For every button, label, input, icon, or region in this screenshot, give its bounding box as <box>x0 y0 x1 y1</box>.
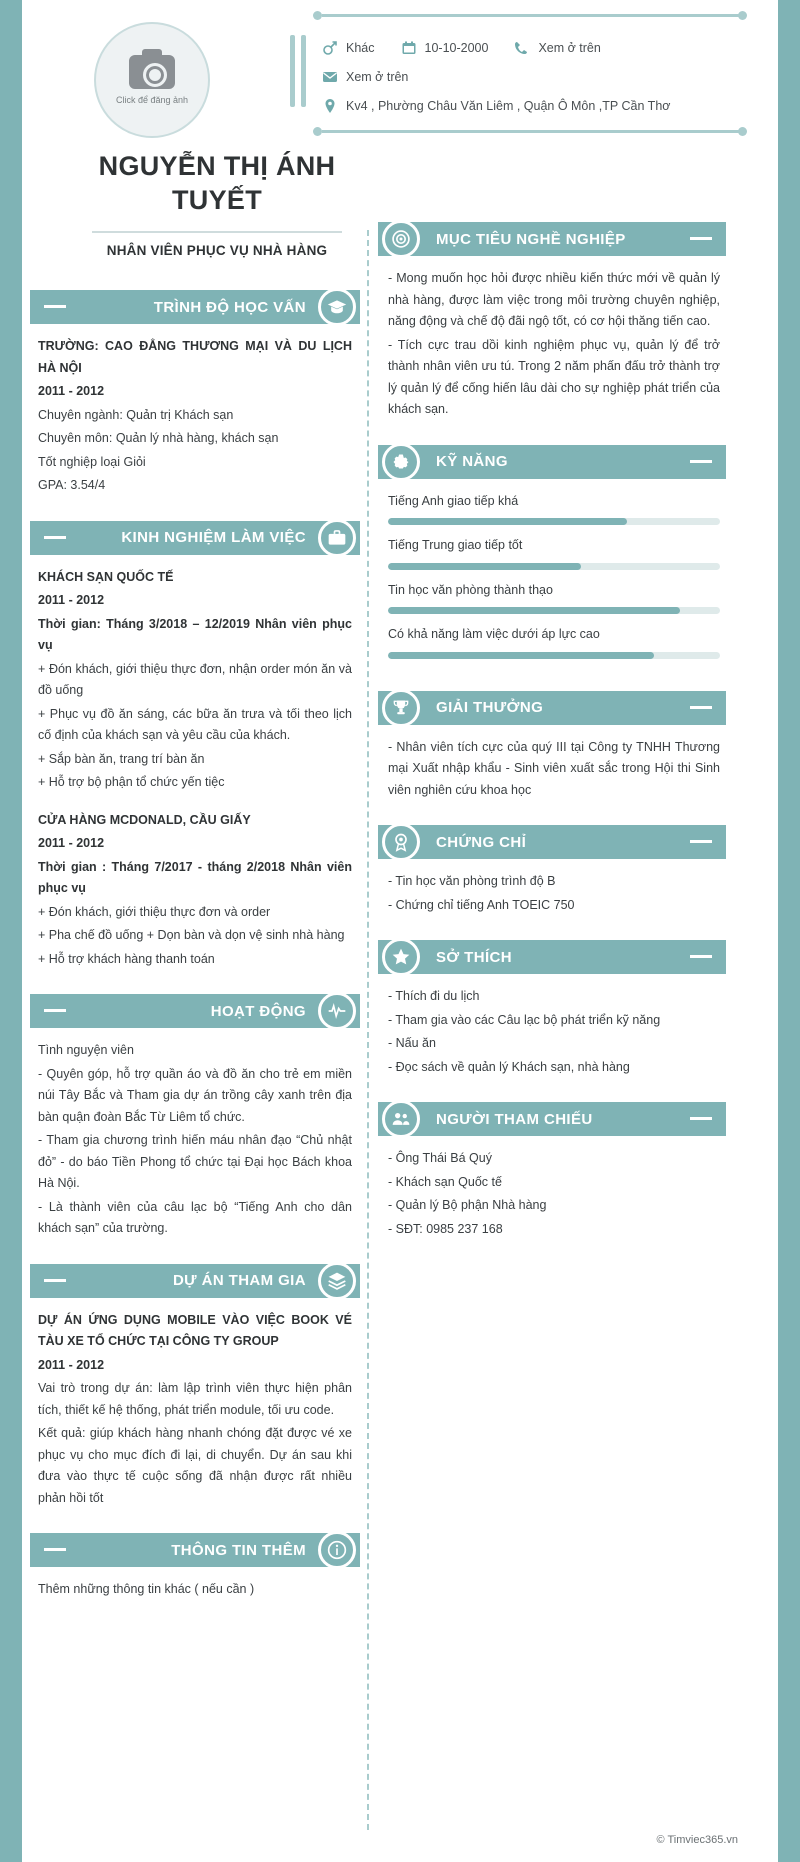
header-tick <box>690 237 712 240</box>
header-tick <box>690 840 712 843</box>
education-years: 2011 - 2012 <box>38 384 105 398</box>
interest-line: - Tham gia vào các Câu lạc bộ phát triển kỹ năng <box>388 1012 661 1027</box>
photo-upload-area[interactable] <box>94 22 210 138</box>
job-years: 2011 - 2012 <box>38 836 105 850</box>
column-divider <box>367 230 369 1830</box>
objective-line: - Mong muốn học hỏi được nhiều kiến thức mới về quản lý nhà hàng, được làm việc trong môi trường chuyên nghiệp, năng động và chế độ đãi ngộ tốt, có cơ hội thăng tiến cao. <box>388 271 720 328</box>
job-duty: + Pha chế đồ uống + Dọn bàn và dọn vệ sinh nhà hàng <box>38 928 345 942</box>
header-tick <box>44 1548 66 1551</box>
skill-bar-track <box>388 563 720 570</box>
skill-name: Có khả năng làm việc dưới áp lực cao <box>388 627 600 641</box>
contact-address <box>322 98 670 114</box>
education-school: TRƯỜNG: CAO ĐẲNG THƯƠNG MẠI VÀ DU LỊCH HÀ NỘI <box>38 339 352 375</box>
photo-upload-label: Click để đăng ảnh <box>115 95 189 105</box>
section-education-header <box>30 290 360 324</box>
left-column <box>30 290 360 1625</box>
skill-name: Tin học văn phòng thành thạo <box>388 582 553 597</box>
job-duty: + Đón khách, giới thiệu thực đơn, nhận order món ăn và đồ uống <box>38 661 352 697</box>
contact-row <box>322 69 752 85</box>
email-icon <box>322 69 338 85</box>
section-skills-title: KỸ NĂNG <box>436 453 508 470</box>
header-divider-bar <box>290 35 295 107</box>
right-accent-bar <box>778 0 800 1862</box>
job-duty: + Hỗ trợ khách hàng thanh toán <box>38 951 215 966</box>
section-interests-body <box>378 974 726 1084</box>
section-skills <box>378 445 726 673</box>
header-top-line <box>322 14 742 17</box>
section-more-info-header <box>30 1533 360 1567</box>
section-projects-title: DỰ ÁN THAM GIA <box>172 1272 306 1289</box>
header-dot <box>313 11 322 20</box>
section-objective-title: MỤC TIÊU NGHỀ NGHIỆP <box>436 230 626 248</box>
info-icon <box>318 1531 356 1569</box>
contact-email-text: Xem ở trên <box>346 70 409 84</box>
more-info-text: Thêm những thông tin khác ( nếu cần ) <box>38 1582 255 1596</box>
contact-row <box>322 40 752 56</box>
calendar-icon <box>401 40 417 56</box>
section-more-info-body <box>30 1567 360 1607</box>
section-activities-title: HOẠT ĐỘNG <box>210 1002 306 1020</box>
graduation-cap-icon <box>318 288 356 326</box>
skill-bar-track <box>388 518 720 525</box>
candidate-name: NGUYỄN THỊ ÁNH TUYẾT <box>98 151 336 215</box>
medal-icon <box>382 823 420 861</box>
section-experience-title: KINH NGHIỆM LÀM VIỆC <box>121 529 306 546</box>
skill-item <box>388 624 720 659</box>
contact-info <box>322 40 752 127</box>
right-column <box>378 222 726 1264</box>
contact-birthday <box>401 40 489 56</box>
section-objective <box>378 222 726 427</box>
section-projects-header <box>30 1264 360 1298</box>
section-interests-title: SỞ THÍCH <box>436 948 512 966</box>
section-activities <box>30 994 360 1246</box>
interest-line: - Đọc sách về quản lý Khách sạn, nhà hàng <box>388 1059 630 1074</box>
job-duty: + Phục vụ đồ ăn sáng, các bữa ăn trưa và tối theo lịch cố định của khách sạn và yêu cầu của khách. <box>38 706 352 742</box>
section-activities-body <box>30 1028 360 1246</box>
people-icon <box>382 1100 420 1138</box>
contact-gender <box>322 40 375 56</box>
section-skills-header <box>378 445 726 479</box>
contact-birthday-text: 10-10-2000 <box>424 41 489 55</box>
skill-bar-track <box>388 652 720 659</box>
header-divider-bar <box>301 35 306 107</box>
job-period: Thời gian: Tháng 3/2018 – 12/2019 Nhân viên phục vụ <box>38 616 352 652</box>
section-certificates-title: CHỨNG CHỈ <box>436 833 527 851</box>
section-interests <box>378 940 726 1084</box>
header-tick <box>44 1279 66 1282</box>
name-block <box>52 150 382 258</box>
certificate-line: - Chứng chỉ tiếng Anh TOEIC 750 <box>388 897 575 912</box>
skill-bar-fill <box>388 563 581 570</box>
section-experience <box>30 521 360 977</box>
section-experience-header <box>30 521 360 555</box>
header-tick <box>44 305 66 308</box>
section-objective-header <box>378 222 726 256</box>
header-bottom-line <box>322 130 742 133</box>
interest-line: - Nấu ăn <box>388 1036 436 1050</box>
section-more-info <box>30 1533 360 1607</box>
location-icon <box>322 98 338 114</box>
section-education-body <box>30 324 360 503</box>
skill-bar-fill <box>388 652 654 659</box>
job-period: Thời gian : Tháng 7/2017 - tháng 2/2018 Nhân viên phục vụ <box>38 859 352 895</box>
interest-line: - Thích đi du lịch <box>388 989 480 1003</box>
skill-item <box>388 580 720 615</box>
education-line: Chuyên môn: Quản lý nhà hàng, khách sạn <box>38 431 279 445</box>
activity-line: Tình nguyện viên <box>38 1043 134 1057</box>
candidate-job-title: NHÂN VIÊN PHỤC VỤ NHÀ HÀNG <box>106 242 328 258</box>
gear-icon <box>382 443 420 481</box>
section-experience-body <box>30 555 360 977</box>
contact-gender-text: Khác <box>346 41 375 55</box>
section-interests-header <box>378 940 726 974</box>
section-more-info-title: THÔNG TIN THÊM <box>171 1541 306 1559</box>
contact-phone-text: Xem ở trên <box>538 41 601 55</box>
objective-line: - Tích cực trau dồi kinh nghiệm phục vụ, quản lý để trở thành nhân viên ưu tú. Trong 2 năm phấn đấu trở thành trợ lý quản lý để cống hiến lâu dài cho sự nghiệp phát triển của khách sạn. <box>388 337 720 416</box>
camera-icon <box>129 55 175 89</box>
education-line: Tốt nghiệp loại Giỏi <box>38 454 146 469</box>
section-projects <box>30 1264 360 1516</box>
section-references-title: NGƯỜI THAM CHIẾU <box>436 1110 593 1128</box>
header-tick <box>44 536 66 539</box>
project-name: DỰ ÁN ỨNG DỤNG MOBILE VÀO VIỆC BOOK VÉ TÀU XE TỔ CHỨC TẠI CÔNG TY GROUP <box>38 1312 352 1348</box>
footer-credit: © Timviec365.vn <box>656 1834 738 1846</box>
project-line: Vai trò trong dự án: làm lập trình viên thực hiện phân tích, thiết kế hệ thống, phát triển module, tối ưu code. <box>38 1381 352 1417</box>
job-duty: + Hỗ trợ bộ phận tổ chức yến tiệc <box>38 775 225 789</box>
skill-bar-fill <box>388 607 680 614</box>
contact-phone <box>514 40 600 56</box>
target-icon <box>382 220 420 258</box>
header-dot <box>738 11 747 20</box>
activity-line: - Tham gia chương trình hiến máu nhân đạo “Chủ nhật đỏ” - do báo Tiền Phong tổ chức tại Đại học Bách khoa Hà Nội. <box>38 1133 352 1190</box>
activity-line: - Là thành viên của câu lạc bộ “Tiếng Anh cho dân khách sạn” của trường. <box>38 1199 352 1235</box>
skill-bar-fill <box>388 518 627 525</box>
section-awards-header <box>378 691 726 725</box>
trophy-icon <box>382 689 420 727</box>
name-divider <box>92 231 342 233</box>
reference-line: - SĐT: 0985 237 168 <box>388 1221 503 1236</box>
section-awards-title: GIẢI THƯỞNG <box>436 699 544 716</box>
job-duty: + Đón khách, giới thiệu thực đơn và order <box>38 904 271 919</box>
section-education <box>30 290 360 503</box>
briefcase-icon <box>318 519 356 557</box>
reference-line: - Quản lý Bộ phận Nhà hàng <box>388 1198 547 1212</box>
header-dot <box>738 127 747 136</box>
section-certificates <box>378 825 726 922</box>
gender-icon <box>322 40 338 56</box>
section-certificates-body <box>378 859 726 922</box>
section-references-body <box>378 1136 726 1246</box>
section-objective-body <box>378 256 726 427</box>
section-skills-body <box>378 479 726 673</box>
certificate-line: - Tin học văn phòng trình độ B <box>388 874 556 888</box>
skill-name: Tiếng Trung giao tiếp tốt <box>388 538 523 552</box>
project-years: 2011 - 2012 <box>38 1357 105 1372</box>
section-projects-body <box>30 1298 360 1516</box>
section-references-header <box>378 1102 726 1136</box>
job-company: CỬA HÀNG MCDONALD, CẦU GIẤY <box>38 812 251 827</box>
star-icon <box>382 938 420 976</box>
layers-icon <box>318 1262 356 1300</box>
section-certificates-header <box>378 825 726 859</box>
cv-content <box>22 0 778 1862</box>
reference-line: - Ông Thái Bá Quý <box>388 1151 492 1165</box>
reference-line: - Khách sạn Quốc tế <box>388 1174 502 1189</box>
skill-bar-track <box>388 607 720 614</box>
header-tick <box>690 706 712 709</box>
pulse-icon <box>318 992 356 1030</box>
job-company: KHÁCH SẠN QUỐC TẾ <box>38 569 174 584</box>
project-line: Kết quả: giúp khách hàng nhanh chóng đặt được vé xe phục vụ cho mục đích đi lại, di chuyển. Dự án sau khi đưa vào thực tế cuộc sống đã nhận được rất nhiều phản hồi tốt <box>38 1426 352 1505</box>
award-line: - Nhân viên tích cực của quý III tại Công ty TNHH Thương mại Xuất nhập khẩu - Sinh viên xuất sắc trong Hội thi Sinh viên nghiên cứu khoa học <box>388 739 720 797</box>
education-line: GPA: 3.54/4 <box>38 478 106 492</box>
contact-row <box>322 98 752 114</box>
contact-email <box>322 69 408 85</box>
skill-name: Tiếng Anh giao tiếp khá <box>388 493 519 508</box>
phone-icon <box>514 40 530 56</box>
header-tick <box>44 1009 66 1012</box>
header-tick <box>690 955 712 958</box>
header-tick <box>690 1117 712 1120</box>
contact-address-text: Kv4 , Phường Châu Văn Liêm , Quận Ô Môn ,TP Cần Thơ <box>346 99 671 113</box>
section-references <box>378 1102 726 1246</box>
header-dot <box>313 127 322 136</box>
education-line: Chuyên ngành: Quản trị Khách sạn <box>38 407 234 422</box>
header-tick <box>690 460 712 463</box>
left-accent-bar <box>0 0 22 1862</box>
job-duty: + Sắp bàn ăn, trang trí bàn ăn <box>38 751 205 766</box>
section-education-title: TRÌNH ĐỘ HỌC VẤN <box>153 298 306 316</box>
job-years: 2011 - 2012 <box>38 593 105 607</box>
skill-item <box>388 491 720 526</box>
section-activities-header <box>30 994 360 1028</box>
activity-line: - Quyên góp, hỗ trợ quần áo và đồ ăn cho trẻ em miền núi Tây Bắc và Tham gia dự án trồng cây xanh trên địa bàn quận đoàn Bắc Từ Liêm tổ chức. <box>38 1066 352 1124</box>
section-awards-body <box>378 725 726 808</box>
skill-item <box>388 535 720 570</box>
section-awards <box>378 691 726 808</box>
